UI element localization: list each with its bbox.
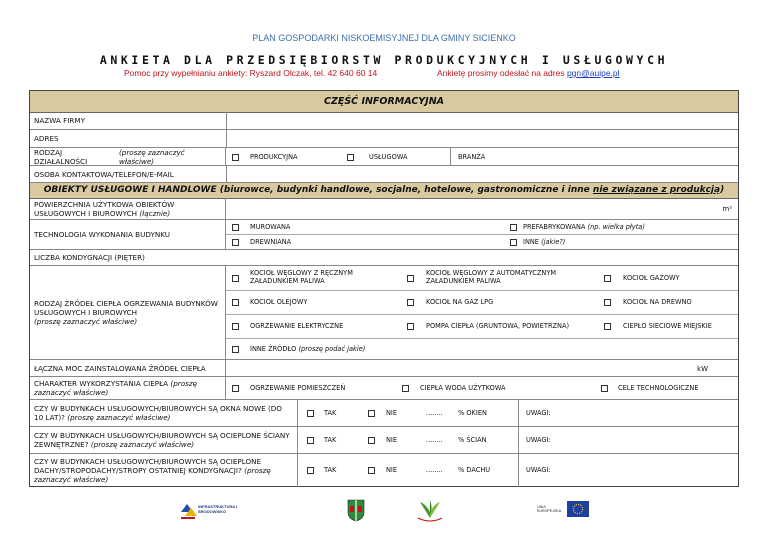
section-buildings-header: OBIEKTY USŁUGOWE I HANDLOWE (biurowce, budynki handlowe, socjalne, hotelowe, gastronomiczne i inne nie związane z produkcją) xyxy=(30,183,738,199)
electric-heating-checkbox[interactable] xyxy=(232,323,239,330)
district-heat-checkbox[interactable] xyxy=(604,323,611,330)
production-checkbox[interactable] xyxy=(232,154,239,161)
contact-input[interactable] xyxy=(226,166,738,182)
help-contact: Pomoc przy wypełnianiu ankiety: Ryszard Olczak, tel. 42 640 60 14 xyxy=(124,68,378,78)
gas-boiler-checkbox[interactable] xyxy=(604,275,611,282)
windows-question-label: CZY W BUDYNKACH USŁUGOWYCH/BIUROWYCH SĄ OKNA NOWE (DO 10 LAT)? (proszę zaznaczyć właściwe) xyxy=(30,400,298,426)
area-label: POWIERZCHNIA UŻYTKOWA OBIEKTÓW USŁUGOWYCH I BIUROWYCH (łącznie) xyxy=(30,198,226,219)
windows-yes-checkbox[interactable] xyxy=(307,410,314,417)
area-unit: m² xyxy=(722,205,732,213)
masonry-checkbox[interactable] xyxy=(232,224,239,231)
windows-no-label: NIE xyxy=(386,409,398,417)
area-row xyxy=(30,198,738,220)
windows-yes-label: TAK xyxy=(324,409,337,417)
windows-question-row xyxy=(30,400,738,427)
roof-yes-checkbox[interactable] xyxy=(307,467,314,474)
survey-title: ANKIETA DLA PRZEDSIĘBIORSTW PRODUKCYJNYCH I USŁUGOWYCH xyxy=(99,53,669,67)
roof-no-checkbox[interactable] xyxy=(368,467,375,474)
roof-yes-label: TAK xyxy=(324,466,337,474)
coal-auto-checkbox[interactable] xyxy=(407,275,414,282)
tech-purpose-checkbox[interactable] xyxy=(601,385,608,392)
email-link[interactable]: pgn@auipe.pl xyxy=(566,68,620,78)
walls-yes-label: TAK xyxy=(324,436,337,444)
prefab-label: PREFABRYKOWANA (np. wielka płyta) xyxy=(523,223,645,231)
masonry-label: MUROWANA xyxy=(250,223,291,231)
walls-notes-label: UWAGI: xyxy=(526,436,551,444)
space-heating-label: OGRZEWANIE POMIESZCZEŃ xyxy=(250,384,346,392)
tech-row xyxy=(30,220,738,250)
coal-manual-checkbox[interactable] xyxy=(232,275,239,282)
send-instructions: Ankietę prosimy odesłać na adres pgn@auipe.pl xyxy=(437,68,620,78)
company-name-row xyxy=(30,112,738,130)
walls-pct-blank[interactable]: ........ xyxy=(426,436,443,444)
floors-label: LICZBA KONDYGNACJI (PIĘTER) xyxy=(34,253,145,262)
service-checkbox[interactable] xyxy=(347,154,354,161)
windows-no-checkbox[interactable] xyxy=(368,410,375,417)
tech-purpose-label: CELE TECHNOLOGICZNE xyxy=(618,384,699,392)
wooden-label: DREWNIANA xyxy=(250,238,292,246)
space-heating-checkbox[interactable] xyxy=(232,385,239,392)
usage-row xyxy=(30,377,738,400)
oil-boiler-label: KOCIOŁ OLEJOWY xyxy=(250,298,308,306)
industry-label: BRANŻA xyxy=(458,153,486,161)
other-source-checkbox[interactable] xyxy=(232,346,239,353)
production-label: PRODUKCYJNA xyxy=(250,153,298,161)
power-unit: kW xyxy=(697,365,708,373)
power-row xyxy=(30,360,738,377)
roof-pct-label: % DACHU xyxy=(458,466,491,474)
walls-question-row xyxy=(30,427,738,454)
roof-question-row xyxy=(30,454,738,487)
heat-pump-checkbox[interactable] xyxy=(407,323,414,330)
gas-boiler-label: KOCIOŁ GAZOWY xyxy=(623,274,680,282)
contact-label: OSOBA KONTAKTOWA/TELEFON/E-MAIL xyxy=(34,169,174,179)
oil-boiler-checkbox[interactable] xyxy=(232,299,239,306)
power-label: ŁĄCZNA MOC ZAINSTALOWANA ŹRÓDEŁ CIEPŁA xyxy=(30,360,226,376)
plan-title: PLAN GOSPODARKI NISKOEMISYJNEJ DLA GMINY SICIENKO xyxy=(252,33,516,43)
walls-question-label: CZY W BUDYNKACH USŁUGOWYCH/BIUROWYCH SĄ OCIEPLONE ŚCIANY ZEWNĘTRZNE? (proszę zaznaczyć właściwe) xyxy=(30,427,298,453)
wood-boiler-label: KOCIOŁ NA DREWNO xyxy=(623,298,692,306)
activity-row xyxy=(30,148,738,166)
roof-pct-blank[interactable]: ........ xyxy=(426,466,443,474)
walls-no-label: NIE xyxy=(386,436,398,444)
section-info-header: CZĘŚĆ INFORMACYJNA xyxy=(30,91,738,113)
service-label: USŁUGOWA xyxy=(369,153,408,161)
company-name-input[interactable] xyxy=(226,112,738,129)
walls-yes-checkbox[interactable] xyxy=(307,437,314,444)
windows-pct-label: % OKIEN xyxy=(458,409,487,417)
other-tech-checkbox[interactable] xyxy=(510,239,517,246)
prefab-checkbox[interactable] xyxy=(510,224,517,231)
roof-no-label: NIE xyxy=(386,466,398,474)
coal-manual-label: KOCIOŁ WĘGLOWY Z RĘCZNYM ZAŁADUNKIEM PALIWA xyxy=(250,269,353,285)
auipe-leaf-logo xyxy=(414,498,446,522)
address-label: ADRES xyxy=(34,134,59,143)
district-heat-label: CIEPŁO SIECIOWE MIEJSKIE xyxy=(623,322,712,330)
heat-source-row xyxy=(30,266,738,360)
roof-notes-label: UWAGI: xyxy=(526,466,551,474)
hot-water-checkbox[interactable] xyxy=(402,385,409,392)
european-union-logo: UNIA EUROPEJSKA xyxy=(537,501,589,519)
lpg-boiler-checkbox[interactable] xyxy=(407,299,414,306)
floors-row xyxy=(30,250,738,266)
wooden-checkbox[interactable] xyxy=(232,239,239,246)
walls-pct-label: % ŚCIAN xyxy=(458,436,487,444)
windows-pct-blank[interactable]: ........ xyxy=(426,409,443,417)
address-row xyxy=(30,130,738,148)
municipality-crest-logo xyxy=(347,498,365,522)
company-name-label: NAZWA FIRMY xyxy=(34,116,85,125)
walls-no-checkbox[interactable] xyxy=(368,437,375,444)
electric-heating-label: OGRZEWANIE ELEKTRYCZNE xyxy=(250,322,344,330)
heat-source-label: RODZAJ ŹRÓDEŁ CIEPŁA OGRZEWANIA BUDYNKÓW USŁUGOWYCH I BIUROWYCH (proszę zaznaczyć właściwe) xyxy=(30,266,226,359)
usage-label: CHARAKTER WYKORZYSTANIA CIEPŁA (proszę zaznaczyć właściwe) xyxy=(30,377,226,399)
contact-row xyxy=(30,166,738,183)
infrastructure-logo: INFRASTRUKTURA I ŚRODOWISKO xyxy=(181,498,241,522)
activity-label: RODZAJ DZIAŁALNOŚCI (proszę zaznaczyć właściwe) xyxy=(30,148,226,165)
tech-label: TECHNOLOGIA WYKONANIA BUDYNKU xyxy=(30,220,226,249)
other-tech-label: INNE (jakie?) xyxy=(523,238,566,246)
heat-pump-label: POMPA CIEPŁA (GRUNTOWA, POWIETRZNA) xyxy=(426,322,570,330)
other-source-label: INNE ŹRÓDŁO (proszę podać jakie) xyxy=(250,345,366,353)
address-input[interactable] xyxy=(226,130,738,147)
wood-boiler-checkbox[interactable] xyxy=(604,299,611,306)
windows-notes-label: UWAGI: xyxy=(526,409,551,417)
footer-logos xyxy=(0,498,768,526)
roof-question-label: CZY W BUDYNKACH USŁUGOWYCH/BIUROWYCH SĄ OCIEPLONE DACHY/STROPODACHY/STROPY OSTATNIEJ KONDYGNACJI? (proszę zaznaczyć właściwe) xyxy=(30,454,298,487)
coal-auto-label: KOCIOŁ WĘGLOWY Z AUTOMATYCZNYM ZAŁADUNKIEM PALIWA xyxy=(426,269,557,285)
lpg-boiler-label: KOCIOŁ NA GAZ LPG xyxy=(426,298,494,306)
survey-form xyxy=(29,90,739,487)
hot-water-label: CIEPŁA WODA UŻYTKOWA xyxy=(420,384,506,392)
